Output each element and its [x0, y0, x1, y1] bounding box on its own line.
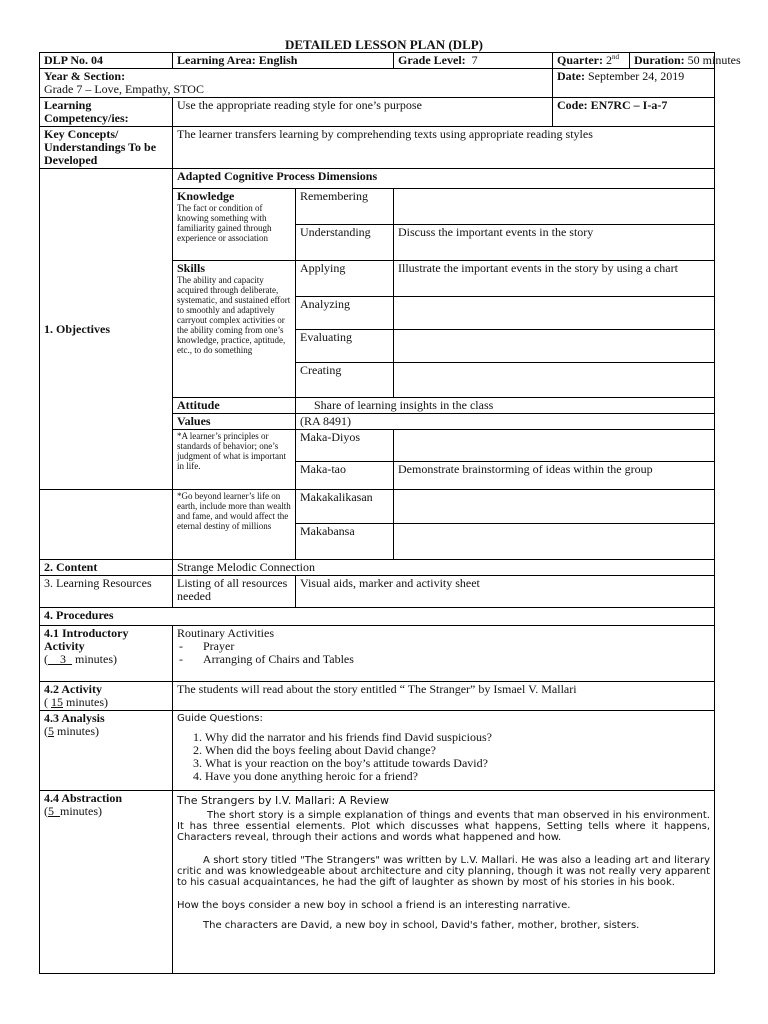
intro-activity-content: Routinary Activities - Prayer - Arranging of Chairs and Tables: [173, 626, 715, 682]
applying-label: Applying: [296, 261, 394, 297]
analysis-content: Guide Questions: 1. Why did the narrator and his friends find David suspicious? 2. When did the boys feeling about David change? 3. What is your reaction on the boy’s attitude towards David? 4. Have you done anything heroic for a friend?: [173, 711, 715, 791]
quarter: Quarter: 2nd: [553, 53, 630, 69]
key-concepts-label: Key Concepts/ Understandings To be Developed: [40, 127, 173, 169]
guide-questions: [177, 731, 710, 783]
makabansa-value: [394, 524, 715, 560]
document-title: DETAILED LESSON PLAN (DLP): [284, 37, 484, 52]
remembering-label: Remembering: [296, 189, 394, 225]
lesson-plan-table: [39, 52, 741, 974]
intro-activity-label: 4.1 Introductory Activity (__3_ minutes): [40, 626, 173, 682]
grade-level: Grade Level: 7: [394, 53, 553, 69]
beyond-description: *Go beyond learner’s life on earth, include more than wealth and fame, and would affect the eternal destiny of millions: [173, 490, 296, 560]
cognitive-dimensions-heading: Adapted Cognitive Process Dimensions: [173, 169, 715, 189]
knowledge-cell: Knowledge The fact or condition of knowing something with familiarity gained through experience or association: [173, 189, 296, 261]
applying-value: Illustrate the important events in the story by using a chart: [394, 261, 715, 297]
values-description: *A learner’s principles or standards of behavior; one’s judgment of what is important in life.: [173, 430, 296, 490]
resources-label: 3. Learning Resources: [40, 576, 173, 608]
values-ra: (RA 8491): [296, 414, 715, 430]
list-item: - Prayer: [203, 640, 710, 653]
remembering-value: [394, 189, 715, 225]
resources-listing: Listing of all resources needed: [173, 576, 296, 608]
analyzing-value: [394, 297, 715, 330]
review-paragraph: The short story is a simple explanation of things and events that man observed in his environment. It has three essential elements. Plot which discusses what happens, Setting tells where it happens, Characters reveal, through their actions and words what happened and how.: [177, 810, 710, 843]
activity-label: 4.2 Activity ( 15 minutes): [40, 682, 173, 711]
resources-value: Visual aids, marker and activity sheet: [296, 576, 715, 608]
attitude-value: Share of learning insights in the class: [296, 398, 715, 414]
analyzing-label: Analyzing: [296, 297, 394, 330]
maka-tao-value: Demonstrate brainstorming of ideas within the group: [394, 462, 715, 490]
learning-area: Learning Area: English: [173, 53, 394, 69]
content-label: 2. Content: [40, 560, 173, 576]
lesson-date: Date: September 24, 2019: [553, 69, 715, 98]
list-item: 4. Have you done anything heroic for a friend?: [205, 770, 710, 783]
competency-value: Use the appropriate reading style for one’s purpose: [173, 98, 553, 127]
duration: Duration: 50 minutes: [630, 53, 715, 69]
creating-label: Creating: [296, 363, 394, 398]
analysis-label: 4.3 Analysis (5 minutes): [40, 711, 173, 791]
content-value: Strange Melodic Connection: [173, 560, 715, 576]
objectives-label: 1. Objectives: [40, 169, 173, 490]
list-item: 1. Why did the narrator and his friends find David suspicious?: [205, 731, 710, 744]
makakalikasan-value: [394, 490, 715, 524]
makakalikasan-label: Makakalikasan: [296, 490, 394, 524]
abstraction-content: [173, 791, 715, 974]
values-label: Values: [173, 414, 296, 430]
evaluating-label: Evaluating: [296, 330, 394, 363]
routinary-list: [177, 640, 710, 666]
review-title: The Strangers by I.V. Mallari: A Review: [177, 794, 389, 807]
review-paragraph: How the boys consider a new boy in school a friend is an interesting narrative.: [177, 900, 571, 911]
competency-code: Code: EN7RC – I-a-7: [553, 98, 715, 127]
maka-diyos-label: Maka-Diyos: [296, 430, 394, 462]
understanding-label: Understanding: [296, 225, 394, 261]
list-item: - Arranging of Chairs and Tables: [203, 653, 710, 666]
evaluating-value: [394, 330, 715, 363]
procedures-label: 4. Procedures: [40, 608, 715, 626]
makabansa-label: Makabansa: [296, 524, 394, 560]
objectives-blank: [40, 490, 173, 560]
maka-diyos-value: [394, 430, 715, 462]
list-item: 2. When did the boys feeling about David change?: [205, 744, 710, 757]
activity-content: The students will read about the story entitled “ The Stranger” by Ismael V. Mallari: [173, 682, 715, 711]
competency-label: Learning Competency/ies:: [40, 98, 173, 127]
list-item: 3. What is your reaction on the boy’s attitude towards David?: [205, 757, 710, 770]
review-paragraph: The characters are David, a new boy in school, David's father, mother, brother, sisters.: [203, 920, 640, 931]
review-paragraph: A short story titled "The Strangers" was written by L.V. Mallari. He was also a leading art and literary critic and was knowledgeable about architecture and city planning, though it was not really very apparent to his casual acquaintances, he had the gift of laughter as shown by most of his stories in his book.: [177, 855, 710, 888]
creating-value: [394, 363, 715, 398]
attitude-label: Attitude: [173, 398, 296, 414]
key-concepts-value: The learner transfers learning by comprehending texts using appropriate reading styles: [173, 127, 715, 169]
maka-tao-label: Maka-tao: [296, 462, 394, 490]
dlp-number: DLP No. 04: [40, 53, 173, 69]
skills-cell: Skills The ability and capacity acquired through deliberate, systematic, and sustained effort to smoothly and adaptively carryout complex activities or the ability coming from one’s knowledge, practice, aptitude, etc., to do something: [173, 261, 296, 398]
abstraction-label: 4.4 Abstraction (5_minutes): [40, 791, 173, 974]
year-section: Year & Section: Grade 7 – Love, Empathy, STOC: [40, 69, 553, 98]
understanding-value: Discuss the important events in the story: [394, 225, 715, 261]
